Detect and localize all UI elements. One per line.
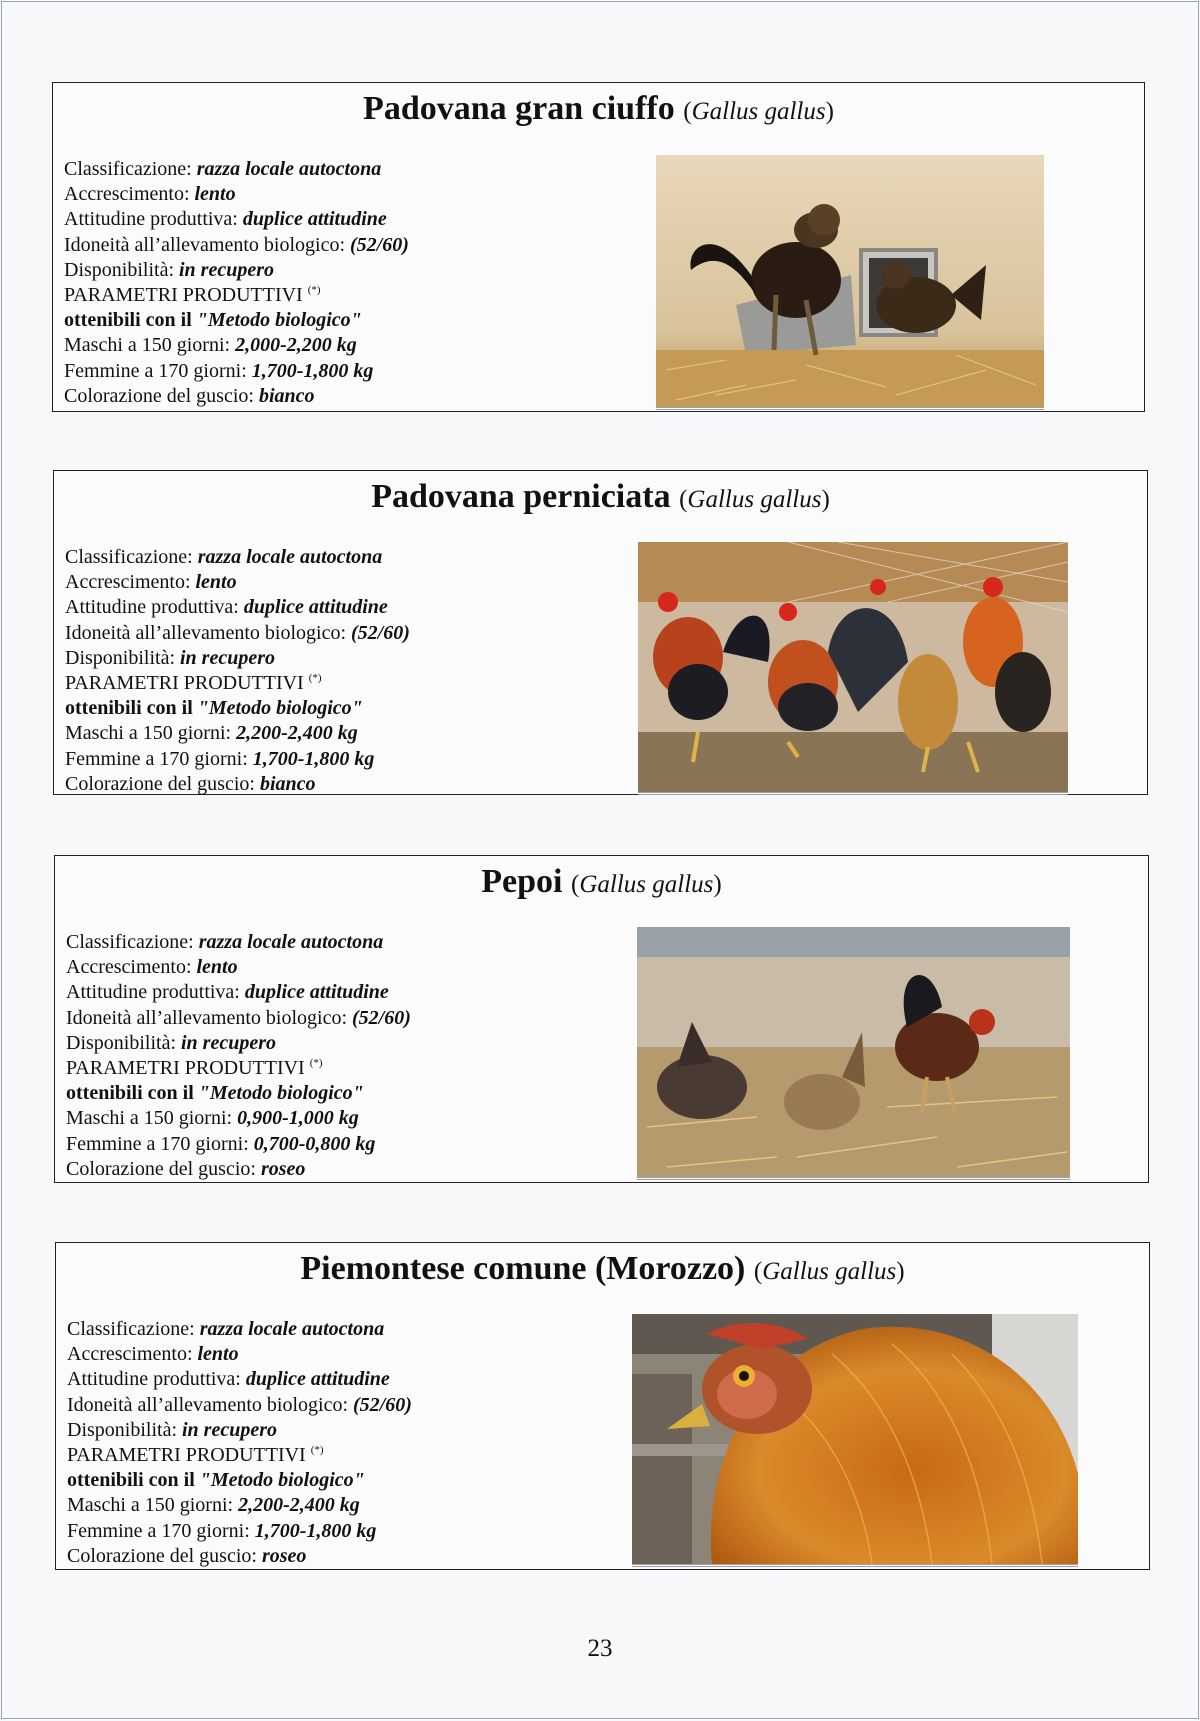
breed-card-padovana-gran-ciuffo [52, 82, 1145, 412]
breed-info [64, 157, 409, 409]
info-maschi: Maschi a 150 giorni: 0,900-1,000 kg [66, 1107, 359, 1130]
breed-card-piemontese-comune [55, 1242, 1150, 1570]
info-attitudine: Attitudine produttiva: duplice attitudine [67, 1368, 390, 1391]
breed-title [53, 89, 1144, 132]
breed-scientific-name: (Gallus gallus) [753, 1258, 905, 1285]
info-idoneita: Idoneità all’allevamento biologico: (52/60) [65, 621, 410, 644]
breed-scientific-name: (Gallus gallus) [679, 486, 830, 513]
info-parametri: PARAMETRI PRODUTTIVI (*) [64, 284, 321, 307]
info-classificazione: Classificazione: razza locale autoctona [66, 931, 384, 953]
info-idoneita: Idoneità all’allevamento biologico: (52/60) [66, 1006, 411, 1029]
info-guscio: Colorazione del guscio: roseo [66, 1157, 306, 1180]
info-femmine: Femmine a 170 giorni: 1,700-1,800 kg [67, 1519, 377, 1542]
breed-title [55, 862, 1148, 905]
roosters-flock-image [638, 542, 1068, 792]
breed-photo [637, 927, 1070, 1180]
info-ottenibili: ottenibili con il "Metodo biologico" [67, 1469, 365, 1492]
info-parametri: PARAMETRI PRODUTTIVI (*) [66, 1057, 323, 1080]
info-ottenibili: ottenibili con il "Metodo biologico" [66, 1082, 364, 1105]
breed-scientific-name: (Gallus gallus) [683, 98, 834, 125]
info-guscio: Colorazione del guscio: bianco [65, 772, 316, 795]
info-guscio: Colorazione del guscio: bianco [64, 384, 315, 407]
rooster-hen-coop-image [656, 155, 1044, 407]
breed-name: Pepoi [481, 863, 563, 900]
breed-photo [632, 1314, 1078, 1567]
info-attitudine: Attitudine produttiva: duplice attitudine [64, 208, 387, 231]
info-maschi: Maschi a 150 giorni: 2,200-2,400 kg [65, 722, 358, 745]
info-maschi: Maschi a 150 giorni: 2,200-2,400 kg [67, 1494, 360, 1517]
info-accrescimento: Accrescimento: lento [66, 956, 238, 979]
info-disponibilita: Disponibilità: in recupero [65, 646, 275, 669]
info-parametri: PARAMETRI PRODUTTIVI (*) [65, 672, 322, 695]
breed-photo [638, 542, 1068, 795]
info-ottenibili: ottenibili con il "Metodo biologico" [64, 309, 362, 332]
info-accrescimento: Accrescimento: lento [64, 183, 236, 206]
breed-photo [656, 155, 1044, 410]
info-disponibilita: Disponibilità: in recupero [67, 1418, 277, 1441]
info-accrescimento: Accrescimento: lento [67, 1343, 239, 1366]
info-maschi: Maschi a 150 giorni: 2,000-2,200 kg [64, 334, 357, 357]
info-classificazione: Classificazione: razza locale autoctona [67, 1318, 385, 1340]
info-guscio: Colorazione del guscio: roseo [67, 1544, 307, 1567]
page-number: 23 [587, 1635, 613, 1662]
document-page [1, 1, 1199, 1719]
info-femmine: Femmine a 170 giorni: 1,700-1,800 kg [64, 359, 374, 382]
breed-info [66, 930, 411, 1182]
breed-info [67, 1317, 412, 1569]
info-parametri: PARAMETRI PRODUTTIVI (*) [67, 1444, 324, 1467]
breed-scientific-name: (Gallus gallus) [571, 871, 722, 898]
info-classificazione: Classificazione: razza locale autoctona [65, 546, 383, 568]
info-idoneita: Idoneità all’allevamento biologico: (52/60) [64, 233, 409, 256]
info-idoneita: Idoneità all’allevamento biologico: (52/60) [67, 1393, 412, 1416]
info-disponibilita: Disponibilità: in recupero [66, 1031, 276, 1054]
breed-card-pepoi [54, 855, 1149, 1183]
pepoi-chickens-image [637, 927, 1070, 1177]
info-classificazione: Classificazione: razza locale autoctona [64, 158, 382, 180]
breed-name: Padovana gran ciuffo [363, 90, 675, 127]
info-accrescimento: Accrescimento: lento [65, 571, 237, 594]
breed-title [54, 477, 1147, 520]
breed-info [65, 545, 410, 797]
piemontese-rooster-closeup-image [632, 1314, 1078, 1564]
info-attitudine: Attitudine produttiva: duplice attitudine [65, 596, 388, 619]
info-attitudine: Attitudine produttiva: duplice attitudine [66, 981, 389, 1004]
info-ottenibili: ottenibili con il "Metodo biologico" [65, 697, 363, 720]
info-femmine: Femmine a 170 giorni: 1,700-1,800 kg [65, 747, 375, 770]
breed-card-padovana-perniciata [53, 470, 1148, 795]
info-disponibilita: Disponibilità: in recupero [64, 258, 274, 281]
breed-title [56, 1249, 1149, 1292]
breed-name: Padovana perniciata [371, 478, 671, 515]
breed-name: Piemontese comune (Morozzo) [300, 1250, 746, 1287]
info-femmine: Femmine a 170 giorni: 0,700-0,800 kg [66, 1132, 376, 1155]
